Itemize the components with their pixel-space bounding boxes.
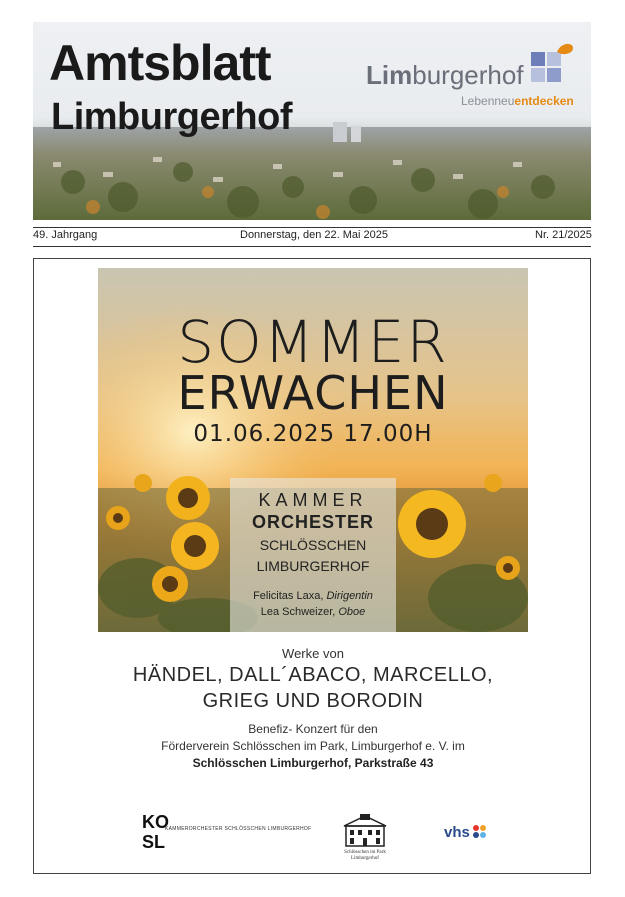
kosl-logo: KO SL bbox=[142, 812, 169, 852]
kosl-logo-caption: KAMMERORCHESTER SCHLÖSSCHEN LIMBURGERHOF bbox=[165, 826, 312, 832]
venue-address: Schlösschen Limburgerhof, Parkstraße 43 bbox=[192, 756, 434, 770]
ensemble-line-schloesschen: SCHLÖSSCHEN bbox=[259, 537, 367, 553]
performer-oboe: Lea Schweizer, Oboe bbox=[260, 606, 366, 618]
concert-poster bbox=[98, 268, 528, 632]
poster-headline-erwachen: ERWACHEN bbox=[177, 366, 449, 420]
municipality-logo-squares-icon bbox=[527, 42, 577, 92]
poster-date-time: 01.06.2025 17.00H bbox=[193, 421, 433, 447]
info-rule-top bbox=[33, 227, 591, 228]
ensemble-line-limburgerhof: LIMBURGERHOF bbox=[256, 558, 370, 574]
vhs-logo: vhs bbox=[444, 824, 470, 841]
masthead-title-line2: Limburgerhof bbox=[51, 96, 292, 138]
masthead-title-line1: Amtsblatt bbox=[49, 35, 271, 91]
schloesschen-building-icon bbox=[340, 812, 390, 848]
benefit-line2: Förderverein Schlösschen im Park, Limburgerhof e. V. im bbox=[161, 739, 465, 753]
issue-number: Nr. 21/2025 bbox=[535, 229, 592, 241]
municipality-logo-tagline: Lebenneuentdecken bbox=[461, 94, 574, 108]
benefit-line1: Benefiz- Konzert für den bbox=[248, 722, 378, 736]
ensemble-line-orchester: ORCHESTER bbox=[251, 512, 374, 532]
issue-date: Donnerstag, den 22. Mai 2025 bbox=[240, 229, 388, 241]
ensemble-panel bbox=[230, 478, 396, 632]
performer-conductor: Felicitas Laxa, Dirigentin bbox=[253, 590, 373, 602]
volume-label: 49. Jahrgang bbox=[33, 229, 98, 241]
info-rule-bottom bbox=[33, 246, 591, 247]
vhs-dots-icon bbox=[472, 824, 488, 840]
poster-headline-sommer: SOMMER bbox=[177, 308, 449, 376]
ensemble-line-kammer: KAMMER bbox=[258, 490, 368, 510]
program-intro: Werke von bbox=[282, 646, 344, 661]
municipality-logo-wordmark: Limburgerhof bbox=[366, 60, 524, 90]
schloesschen-logo-caption: Schlösschen im Park Limburgerhof bbox=[344, 850, 386, 861]
composers-line2: GRIEG UND BORODIN bbox=[202, 690, 424, 712]
masthead bbox=[33, 22, 591, 220]
composers-line1: HÄNDEL, DALL´ABACO, MARCELLO, bbox=[132, 664, 494, 686]
